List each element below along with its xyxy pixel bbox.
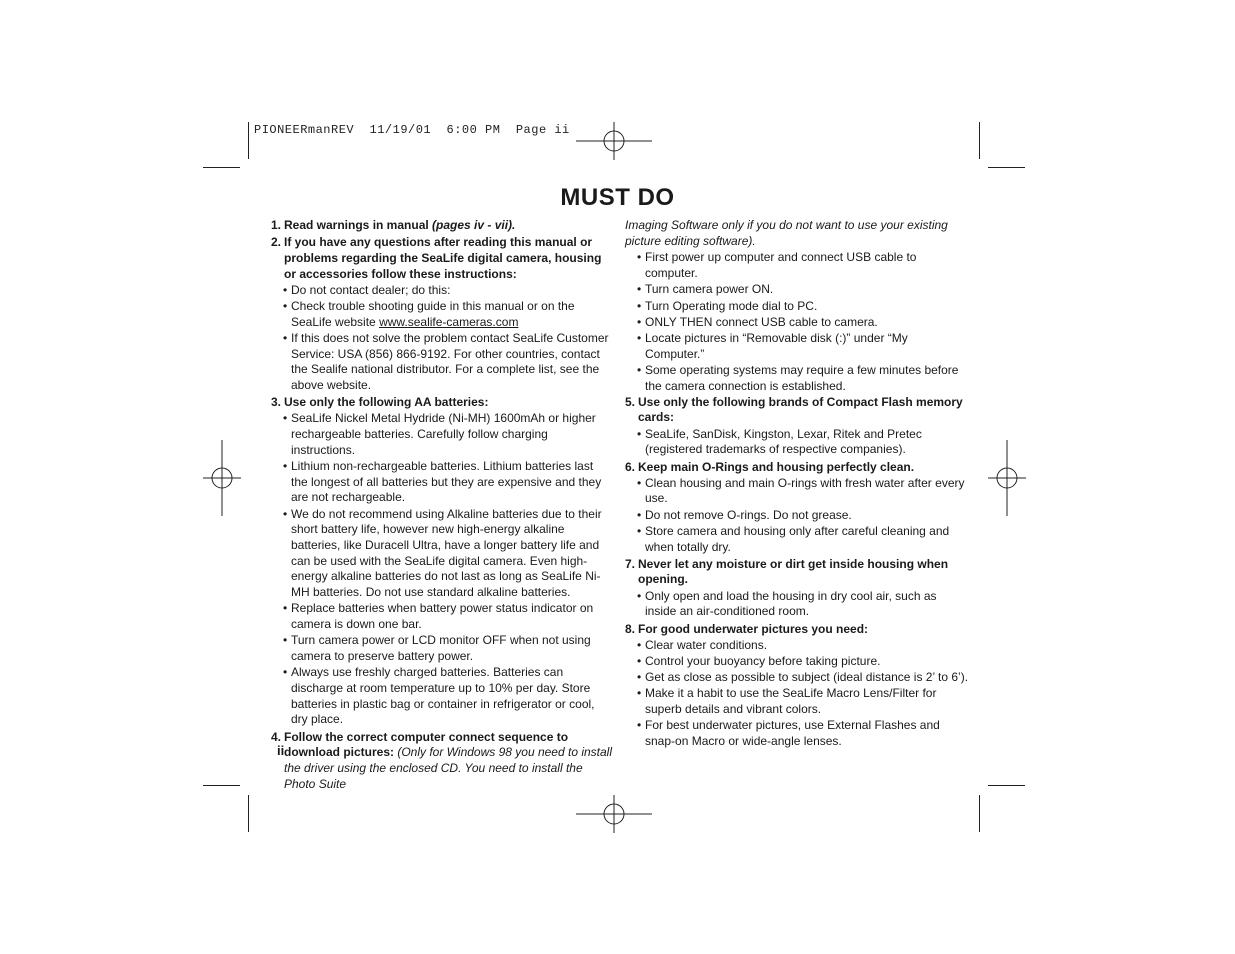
text-run: Lithium non-rechargeable batteries. Lithium batteries last the longest of all batteries but they are expensive and they are not rechargeable.	[291, 459, 602, 505]
bullet-icon: •	[283, 299, 288, 314]
registration-mark-left-icon	[203, 440, 241, 516]
crop-mark-top-left-h	[203, 167, 240, 168]
bullet-item	[625, 250, 970, 281]
numbered-item	[271, 395, 613, 411]
text-run: (pages iv - vii).	[432, 218, 516, 232]
text-run: Turn camera power ON.	[645, 282, 774, 297]
text-run: Store camera and housing only after careful cleaning and when totally dry.	[645, 523, 950, 554]
bullet-list	[271, 411, 613, 728]
bullet-icon: •	[637, 282, 642, 297]
text-run: Get as close as possible to subject (ideal distance is 2’ to 6’).	[645, 670, 969, 685]
text-run: (Only for Windows 98 you need to install the driver using the enclosed CD. You need to install the Photo Suite	[284, 745, 613, 791]
crop-mark-bottom-left-v	[248, 795, 249, 832]
crop-mark-bottom-right-v	[979, 795, 980, 832]
item-number: 5.	[625, 394, 636, 409]
text-run: Do not remove O-rings. Do not grease.	[645, 507, 852, 522]
item-heading	[638, 622, 970, 638]
item-heading	[638, 395, 970, 426]
text-run: Use only the following AA batteries:	[284, 395, 489, 410]
bullet-icon: •	[283, 633, 288, 648]
bullet-icon: •	[637, 670, 642, 685]
bullet-item	[625, 299, 970, 315]
text-run: Clear water conditions.	[645, 637, 768, 652]
bullet-item	[625, 315, 970, 331]
bullet-item	[271, 601, 613, 632]
bullet-icon: •	[637, 653, 642, 668]
item-number: 8.	[625, 621, 636, 636]
text-run: Clean housing and main O-rings with fresh water after every use.	[645, 475, 965, 506]
item-heading	[284, 218, 613, 234]
text-run: SeaLife, SanDisk, Kingston, Lexar, Ritek and Pretec (registered trademarks of respective companies).	[645, 426, 922, 457]
bullet-item	[625, 654, 970, 670]
bullet-item	[271, 665, 613, 728]
numbered-item	[271, 235, 613, 282]
page-title: MUST DO	[560, 184, 675, 211]
printer-slug: PIONEERmanREV 11/19/01 6:00 PM Page ii	[254, 123, 570, 137]
connect-sequence-steps	[625, 250, 970, 394]
numbered-item	[625, 460, 970, 476]
text-run: Turn camera power or LCD monitor OFF when not using camera to preserve battery power.	[291, 633, 591, 663]
item-heading	[284, 235, 613, 282]
registration-mark-bottom-icon	[576, 795, 652, 833]
text-run: For good underwater pictures you need:	[638, 621, 869, 636]
right-column	[625, 218, 970, 751]
bullet-item	[625, 718, 970, 749]
bullet-icon: •	[637, 250, 642, 265]
numbered-item	[271, 218, 613, 234]
bullet-icon: •	[637, 507, 642, 522]
bullet-icon: •	[283, 506, 288, 521]
bullet-icon: •	[283, 459, 288, 474]
bullet-icon: •	[283, 282, 288, 297]
bullet-item	[271, 283, 613, 299]
bullet-item	[271, 633, 613, 664]
bullet-icon: •	[283, 601, 288, 616]
bullet-icon: •	[637, 314, 642, 329]
bullet-item	[625, 524, 970, 555]
right-numbered-list	[625, 395, 970, 750]
registration-mark-top-icon	[576, 122, 652, 160]
bullet-icon: •	[283, 411, 288, 426]
text-run: Turn Operating mode dial to PC.	[645, 298, 818, 313]
text-run: Read warnings in manual	[284, 218, 433, 232]
item-number: 4.	[271, 729, 282, 744]
text-run: Follow the correct computer connect sequence to download pictures:	[284, 729, 569, 760]
text-run: Check trouble shooting guide in this manual or on the SeaLife website	[291, 299, 575, 329]
text-run: First power up computer and connect USB cable to computer.	[645, 250, 917, 281]
crop-mark-top-right-v	[979, 122, 980, 159]
bullet-icon: •	[637, 298, 642, 313]
bullet-item	[625, 331, 970, 362]
text-run: Use only the following brands of Compact Flash memory cards:	[638, 394, 963, 425]
item-heading	[284, 395, 613, 411]
text-run: Only open and load the housing in dry cool air, such as inside an air-conditioned room.	[645, 588, 937, 619]
item-number: 3.	[271, 395, 282, 410]
bullet-icon: •	[283, 330, 288, 345]
item-number: 2.	[271, 235, 282, 250]
crop-mark-bottom-right-h	[988, 785, 1025, 786]
numbered-item	[625, 622, 970, 638]
text-run: Keep main O-Rings and housing perfectly clean.	[638, 459, 915, 474]
left-column	[271, 218, 613, 794]
bullet-icon: •	[637, 686, 642, 701]
bullet-list	[271, 283, 613, 394]
bullet-icon: •	[637, 330, 642, 345]
text-run: If this does not solve the problem contact SeaLife Customer Service: USA (856) 866-9192. For other countries, contact the Sealife national distributor. For a complete list, see the above website.	[291, 330, 609, 393]
text-run: Make it a habit to use the SeaLife Macro Lens/Filter for superb details and vibrant colors.	[645, 686, 937, 717]
numbered-item	[271, 730, 613, 793]
bullet-icon: •	[637, 637, 642, 652]
bullet-list	[625, 427, 970, 458]
bullet-item	[271, 299, 613, 330]
bullet-item	[625, 363, 970, 394]
crop-mark-top-right-h	[988, 167, 1025, 168]
bullet-list	[625, 638, 970, 750]
crop-mark-top-left-v	[248, 122, 249, 159]
bullet-icon: •	[637, 523, 642, 538]
text-run: Never let any moisture or dirt get inside housing when opening.	[638, 556, 949, 587]
bullet-item	[271, 411, 613, 458]
text-run: Some operating systems may require a few minutes before the camera connection is established.	[645, 362, 959, 393]
bullet-item	[625, 589, 970, 620]
text-run: SeaLife Nickel Metal Hydride (Ni-MH) 1600mAh or higher rechargeable batteries. Carefully follow charging instructions.	[291, 411, 596, 457]
item-heading	[284, 730, 613, 793]
bullet-item	[625, 686, 970, 717]
item-number: 1.	[271, 218, 282, 232]
text-run[interactable]: www.sealife-cameras.com	[379, 314, 519, 329]
text-run: If you have any questions after reading this manual or problems regarding the SeaLife digital camera, housing or accessories follow these instructions:	[284, 235, 602, 281]
bullet-icon: •	[637, 588, 642, 603]
text-run: ONLY THEN connect USB cable to camera.	[645, 314, 878, 329]
continuation-text: Imaging Software only if you do not want to use your existing picture editing software).	[625, 218, 948, 248]
bullet-list	[625, 589, 970, 620]
bullet-item	[271, 331, 613, 394]
bullet-icon: •	[637, 362, 642, 377]
item-number: 6.	[625, 459, 636, 474]
bullet-item	[625, 427, 970, 458]
page-number: ii	[277, 743, 285, 758]
bullet-item	[271, 459, 613, 506]
bullet-item	[271, 507, 613, 601]
numbered-item	[625, 557, 970, 588]
bullet-item	[625, 508, 970, 524]
item-number: 7.	[625, 556, 636, 571]
bullet-icon: •	[637, 718, 642, 733]
text-run: Locate pictures in “Removable disk (:)” under “My Computer.”	[645, 330, 908, 361]
bullet-icon: •	[637, 426, 642, 441]
bullet-icon: •	[637, 475, 642, 490]
text-run: Always use freshly charged batteries. Batteries can discharge at room temperature up to 10% per day. Store batteries in plastic bag or container in refrigerator or cool, dry place.	[291, 665, 595, 727]
bullet-item	[625, 670, 970, 686]
numbered-item	[625, 395, 970, 426]
text-run: We do not recommend using Alkaline batteries due to their short battery life, however new high-energy alkaline batteries, like Duracell Ultra, have a longer battery life and can be used with the SeaLife digital camera. Even high-energy alkaline batteries do not last as long as SeaLife Ni-MH batteries. Do not use standard alkaline batteries.	[291, 506, 602, 600]
bullet-item	[625, 638, 970, 654]
text-run: Do not contact dealer; do this:	[291, 282, 451, 297]
item-heading	[638, 557, 970, 588]
registration-mark-right-icon	[988, 440, 1026, 516]
item-heading	[638, 460, 970, 476]
bullet-list	[625, 476, 970, 556]
bullet-item	[625, 476, 970, 507]
text-run: Replace batteries when battery power status indicator on camera is down one bar.	[291, 601, 594, 632]
text-run: For best underwater pictures, use External Flashes and snap-on Macro or wide-angle lenses.	[645, 718, 940, 748]
text-run: Control your buoyancy before taking picture.	[645, 653, 881, 668]
bullet-item	[625, 282, 970, 298]
crop-mark-bottom-left-h	[203, 785, 240, 786]
bullet-icon: •	[283, 665, 288, 680]
